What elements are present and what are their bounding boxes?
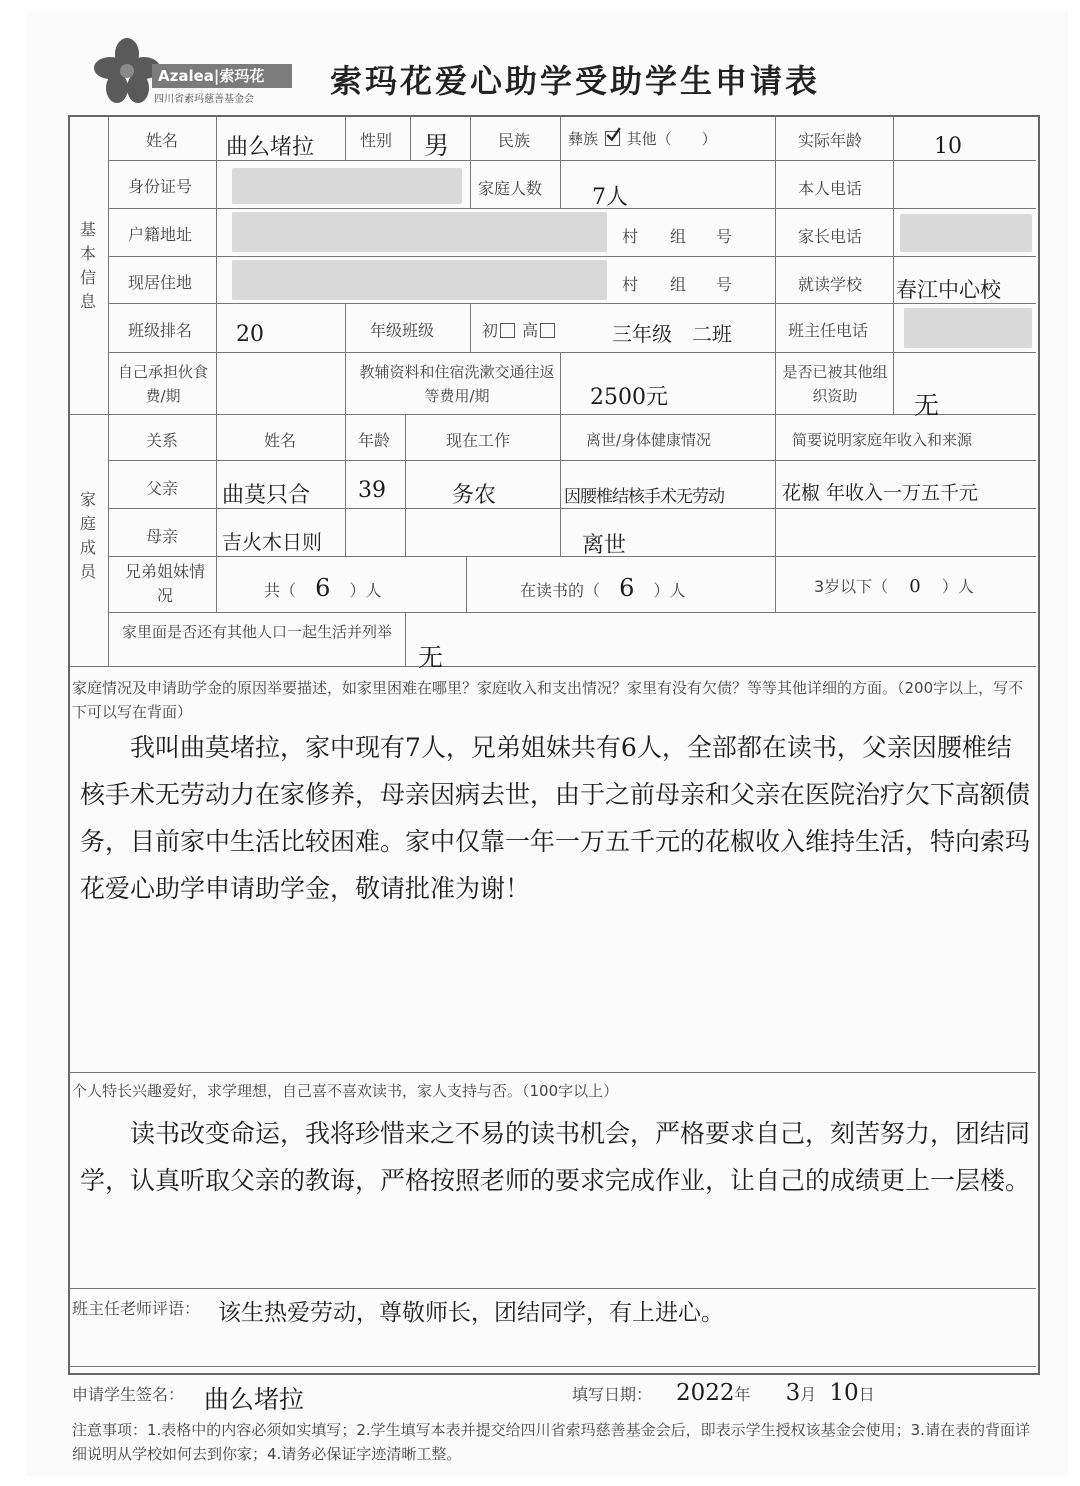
signature-label: 申请学生签名：: [72, 1385, 185, 1404]
grid-line: [560, 116, 561, 208]
age-label: 实际年龄: [798, 131, 863, 150]
father-age: 39: [358, 478, 386, 503]
ethnicity-other-label: 其他（ ）: [626, 130, 717, 148]
family-header-age: 年龄: [358, 431, 391, 450]
hukou-label: 户籍地址: [128, 225, 193, 244]
grid-line: [108, 208, 1036, 209]
teacher-phone-label: 班主任电话: [788, 321, 869, 340]
grid-line: [345, 116, 346, 161]
grid-line: [108, 352, 1036, 353]
date-day-unit: 日: [858, 1385, 875, 1404]
current-address-label: 现居住地: [128, 273, 193, 292]
reason-prompt: 家庭情况及申请助学金的原因举要描述，如家里困难在哪里？家庭收入和支出情况？家里有没有欠债？等等其他详细的方面。（200字以上，写不下可以写在背面）: [72, 679, 1024, 721]
grid-line: [405, 612, 406, 666]
section-divider: [69, 1072, 1036, 1073]
senior-label: 高: [522, 321, 539, 340]
grid-line: [216, 116, 217, 414]
senior-checkbox[interactable]: [540, 323, 555, 338]
grid-line: [470, 116, 471, 208]
fees-label: 教辅资料和住宿洗漱交通往返等费用/期: [359, 363, 555, 405]
phone-label: 本人电话: [798, 179, 863, 198]
ethnicity-yi-label: 彝族: [568, 130, 599, 148]
gender-value: 男: [424, 131, 450, 160]
hobby-prompt: 个人特长兴趣爱好，求学理想，自己喜不喜欢读书，家人支持与否。（100字以上）: [72, 1082, 619, 1100]
siblings-total-suffix: ）人: [349, 581, 382, 600]
date-label: 填写日期：: [572, 1385, 653, 1404]
teacher-phone-redaction: [904, 308, 1032, 348]
rank-label: 班级排名: [128, 321, 193, 340]
reason-text: 我叫曲莫堵拉，家中现有7人，兄弟姐妹共有6人，全部都在读书，父亲因腰椎结核手术无劳动力在家修养，母亲因病去世，由于之前母亲和父亲在医院治疗欠下高额债务，目前家中生活比较困难。家中仅靠一年一万五千元的花椒收入维持生活，特向索玛花爱心助学申请助学金，敬请批准为谢！: [80, 733, 1031, 903]
form-title: 索玛花爱心助学受助学生申请表: [330, 62, 821, 100]
id-redaction: [232, 168, 462, 204]
section-divider: [69, 414, 1036, 415]
date-month: 3: [785, 1380, 801, 1406]
logo-subtitle: 四川省索玛慈善基金会: [154, 94, 254, 105]
hukou-number: 号: [716, 227, 733, 246]
grid-line: [345, 304, 346, 414]
rank-value: 20: [236, 322, 264, 347]
siblings-studying-suffix: ）人: [653, 581, 686, 600]
id-label: 身份证号: [128, 177, 193, 196]
date-value: [676, 1380, 875, 1406]
family-header-name: 姓名: [264, 431, 297, 450]
grid-line: [216, 414, 217, 612]
grid-line: [775, 556, 776, 612]
ethnicity-label: 民族: [498, 131, 531, 150]
school-value: 春江中心校: [896, 278, 1001, 302]
date-year-unit: 年: [734, 1385, 751, 1404]
current-group: 组: [670, 275, 687, 294]
junior-checkbox[interactable]: [500, 323, 515, 338]
date-year: 2022: [676, 1380, 735, 1406]
siblings-label: 兄弟姐妹情况: [124, 562, 205, 605]
fees-value: 2500元: [590, 385, 668, 410]
date-day: 10: [829, 1380, 859, 1406]
teacher-comment-label: 班主任老师评语：: [72, 1299, 201, 1318]
hukou-redaction: [232, 212, 607, 252]
current-village: 村: [622, 275, 639, 294]
date-month-unit: 月: [800, 1385, 817, 1404]
ethnicity-yi-checkbox[interactable]: [605, 131, 620, 146]
school-label: 就读学校: [798, 275, 863, 294]
siblings-total-value: 6: [315, 574, 331, 602]
grid-line: [470, 304, 471, 352]
grid-line: [69, 666, 1036, 667]
teacher-comment: 该生热爱劳动，尊敬师长，团结同学，有上进心。: [218, 1300, 724, 1326]
family-header-relation: 关系: [146, 431, 179, 450]
grid-line: [108, 612, 1036, 613]
family-header-income: 简要说明家庭年收入和来源: [792, 431, 973, 449]
father-income: 花椒 年收入一万五千元: [782, 482, 979, 504]
mother-relation: 母亲: [146, 527, 179, 546]
logo-name: Azalea|索玛花: [152, 64, 292, 88]
section-divider: [69, 1288, 1036, 1289]
siblings-studying-value: 6: [619, 574, 635, 602]
grid-line: [466, 556, 467, 612]
hukou-village: 村: [622, 227, 639, 246]
father-job: 务农: [452, 483, 497, 508]
signature-value: 曲么堵拉: [204, 1385, 305, 1414]
name-value: 曲么堵拉: [226, 135, 315, 160]
family-count-value: 7人: [592, 185, 628, 210]
family-count-label: 家庭人数: [478, 179, 543, 198]
siblings-total: [264, 574, 382, 602]
funded-value: 无: [914, 391, 940, 420]
grid-line: [775, 414, 776, 556]
siblings-under3: [814, 574, 974, 597]
ethnicity-options: [568, 128, 717, 149]
siblings-studying: [520, 574, 686, 602]
father-health: 因腰椎结核手术无劳动: [564, 487, 724, 507]
siblings-studying-prefix: 在读书的（: [520, 581, 601, 600]
notes: 注意事项：1.表格中的内容必须如实填写；2.学生填写本表并提交给四川省索玛慈善基金会后，即表示学生授权该基金会使用；3.请在表的背面详细说明从学校如何去到你家；4.请务必保证字迹清晰工整。: [72, 1421, 1030, 1463]
current-address-redaction: [232, 260, 607, 300]
father-relation: 父亲: [146, 479, 179, 498]
siblings-total-prefix: 共（: [264, 581, 297, 600]
gender-label: 性别: [360, 131, 393, 150]
hukou-group: 组: [670, 227, 687, 246]
mother-name: 吉火木日则: [222, 530, 322, 554]
section-divider: [69, 1366, 1036, 1367]
check-mark-icon: [605, 127, 621, 143]
others-value: 无: [418, 643, 444, 672]
current-number: 号: [716, 275, 733, 294]
junior-label: 初: [482, 321, 499, 340]
grid-line: [405, 414, 406, 556]
grid-line: [775, 116, 776, 414]
siblings-under3-prefix: 3岁以下（: [814, 577, 889, 596]
parent-phone-label: 家长电话: [798, 227, 863, 246]
father-name: 曲莫只合: [222, 483, 311, 508]
age-value: 10: [934, 134, 962, 159]
grid-line: [108, 460, 1036, 461]
section-label-basic: 基本信息: [79, 220, 96, 311]
parent-phone-redaction: [900, 214, 1032, 252]
others-label: 家里面是否还有其他人口一起生活并列举: [121, 623, 392, 641]
grade-value: 三年级 二班: [612, 322, 732, 346]
grid-line: [560, 414, 561, 556]
grid-line: [560, 352, 561, 414]
mother-health: 离世: [582, 533, 627, 558]
grid-line: [108, 556, 1036, 557]
grid-line: [410, 116, 411, 161]
section-column-divider: [108, 116, 109, 666]
hobby-text: 读书改变命运，我将珍惜来之不易的读书机会，严格要求自己，刻苦努力，团结同学，认真听取父亲的教诲，严格按照老师的要求完成作业，让自己的成绩更上一层楼。: [80, 1119, 1031, 1195]
meal-fee-label: 自己承担伙食费/期: [117, 363, 208, 405]
grid-line: [108, 256, 1036, 257]
siblings-under3-suffix: ）人: [941, 577, 974, 596]
section-label-family: 家庭成员: [79, 490, 96, 581]
siblings-under3-value: 0: [909, 576, 921, 597]
family-header-job: 现在工作: [446, 431, 511, 450]
grade-label: 年级班级: [370, 321, 435, 340]
funded-label: 是否已被其他组织资助: [782, 363, 888, 405]
school-level: [482, 318, 557, 341]
family-header-health: 离世/身体健康情况: [586, 431, 712, 449]
foundation-logo: [92, 36, 292, 106]
grid-line: [345, 414, 346, 556]
grid-line: [893, 116, 894, 414]
name-label: 姓名: [146, 131, 179, 150]
